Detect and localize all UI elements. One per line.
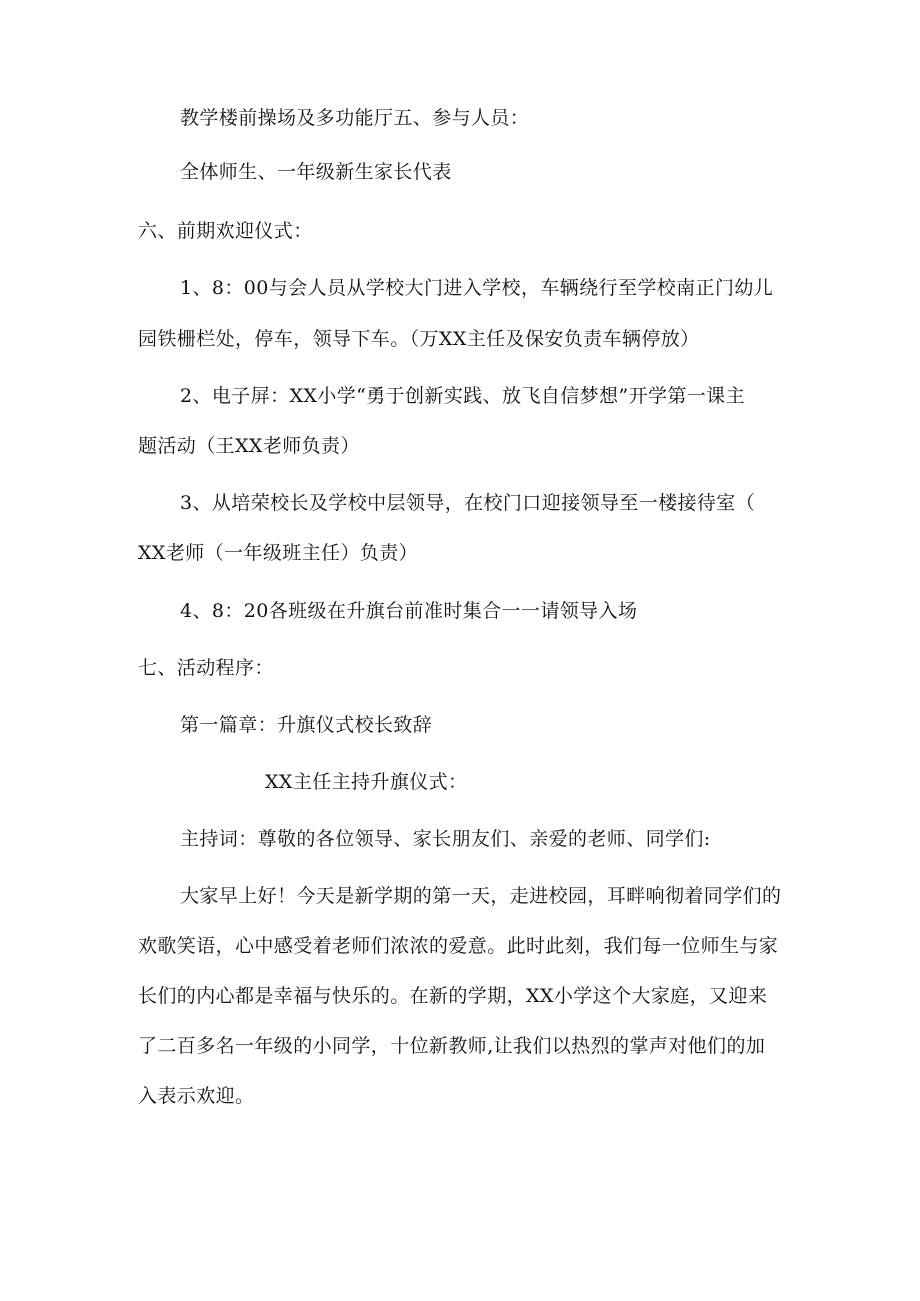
speech-paragraph-line-4: 了二百多名一年级的小同学，十位新教师,让我们以热烈的掌声对他们的加 (138, 1035, 766, 1057)
flag-ceremony-host-line: XX主任主持升旗仪式： (265, 771, 468, 793)
item-3-line-1: 3、从培荣校长及学校中层领导，在校门口迎接领导至一楼接待室（ (180, 492, 756, 514)
item-2-line-1: 2、电子屏：XX小学“勇于创新实践、放飞自信梦想”开学第一课主 (180, 385, 745, 407)
speech-paragraph-line-2: 欢歌笑语，心中感受着老师们浓浓的爱意。此时此刻，我们每一位师生与家 (138, 935, 779, 957)
host-script-salutation: 主持词：尊敬的各位领导、家长朋友们、亲爱的老师、同学们: (180, 828, 711, 850)
item-4-line-1: 4、8：20各班级在升旗台前准时集合一一请领导入场 (180, 600, 638, 622)
item-1-line-2: 园铁栅栏处，停车，领导下车。（万XX主任及保安负责车辆停放） (138, 328, 700, 350)
speech-paragraph-line-3: 长们的内心都是幸福与快乐的。在新的学期，XX小学这个大家庭，又迎来 (138, 985, 768, 1007)
speech-paragraph-line-5: 入表示欢迎。 (138, 1085, 255, 1107)
speech-paragraph-line-1: 大家早上好！今天是新学期的第一天，走进校园，耳畔响彻着同学们的 (180, 885, 782, 907)
section-six-heading: 六、前期欢迎仪式： (138, 220, 313, 242)
participants-text: 全体师生、一年级新生家长代表 (180, 161, 452, 183)
section-seven-heading: 七、活动程序： (138, 657, 274, 679)
chapter-one-heading: 第一篇章：升旗仪式校长致辞 (180, 714, 433, 736)
item-2-line-2: 题活动（王XX老师负责） (138, 435, 360, 457)
venue-and-participants-heading: 教学楼前操场及多功能厅五、参与人员： (180, 107, 530, 129)
item-1-line-1: 1、8：00与会人员从学校大门进入学校，车辆绕行至学校南正门幼儿 (180, 277, 774, 299)
item-3-line-2: XX老师（一年级班主任）负责） (138, 542, 419, 564)
